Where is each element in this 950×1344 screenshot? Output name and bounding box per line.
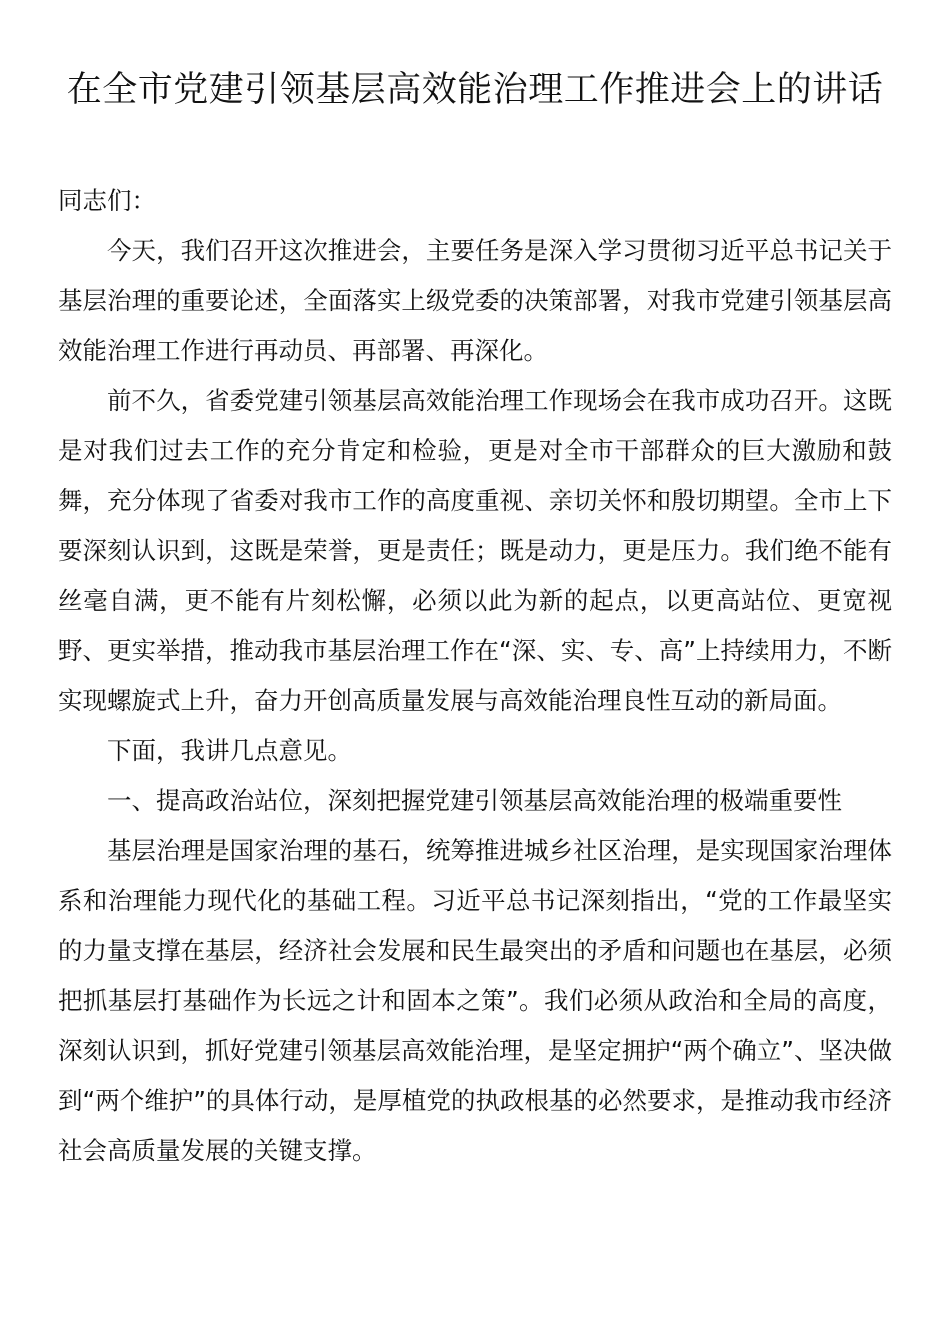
paragraph-transition: 下面，我讲几点意见。 bbox=[107, 736, 352, 765]
section-1-paragraph: 基层治理是国家治理的基石，统筹推进城乡社区治理，是实现国家治理体系和治理能力现代化的基础工程。习近平总书记深刻指出，“党的工作最坚实的力量支撑在基层，经济社会发展和民生最突出的矛盾和问题也在基层，必须把抓基层打基础作为长远之计和固本之策”。我们必须从政治和全局的高度，深刻认识到，抓好党建引领基层高效能治理，是坚定拥护“两个确立”、坚决做到“两个维护”的具体行动，是厚植党的执政根基的必然要求，是推动我市经济社会高质量发展的关键支撑。 bbox=[58, 836, 892, 1165]
document-title: 在全市党建引领基层高效能治理工作推进会上的讲话 bbox=[66, 70, 884, 110]
paragraph-context: 前不久，省委党建引领基层高效能治理工作现场会在我市成功召开。这既是对我们过去工作的充分肯定和检验，更是对全市干部群众的巨大激励和鼓舞，充分体现了省委对我市工作的高度重视、亲切关怀和殷切期望。全市上下要深刻认识到，这既是荣誉，更是责任；既是动力，更是压力。我们绝不能有丝毫自满，更不能有片刻松懈，必须以此为新的起点，以更高站位、更宽视野、更实举措，推动我市基层治理工作在“深、实、专、高”上持续用力，不断实现螺旋式上升，奋力开创高质量发展与高效能治理良性互动的新局面。 bbox=[58, 386, 892, 715]
paragraph-opening: 今天，我们召开这次推进会，主要任务是深入学习贯彻习近平总书记关于基层治理的重要论述，全面落实上级党委的决策部署，对我市党建引领基层高效能治理工作进行再动员、再部署、再深化。 bbox=[58, 236, 892, 365]
salutation: 同志们： bbox=[58, 186, 156, 215]
section-heading-1: 一、提高政治站位，深刻把握党建引领基层高效能治理的极端重要性 bbox=[107, 786, 842, 815]
